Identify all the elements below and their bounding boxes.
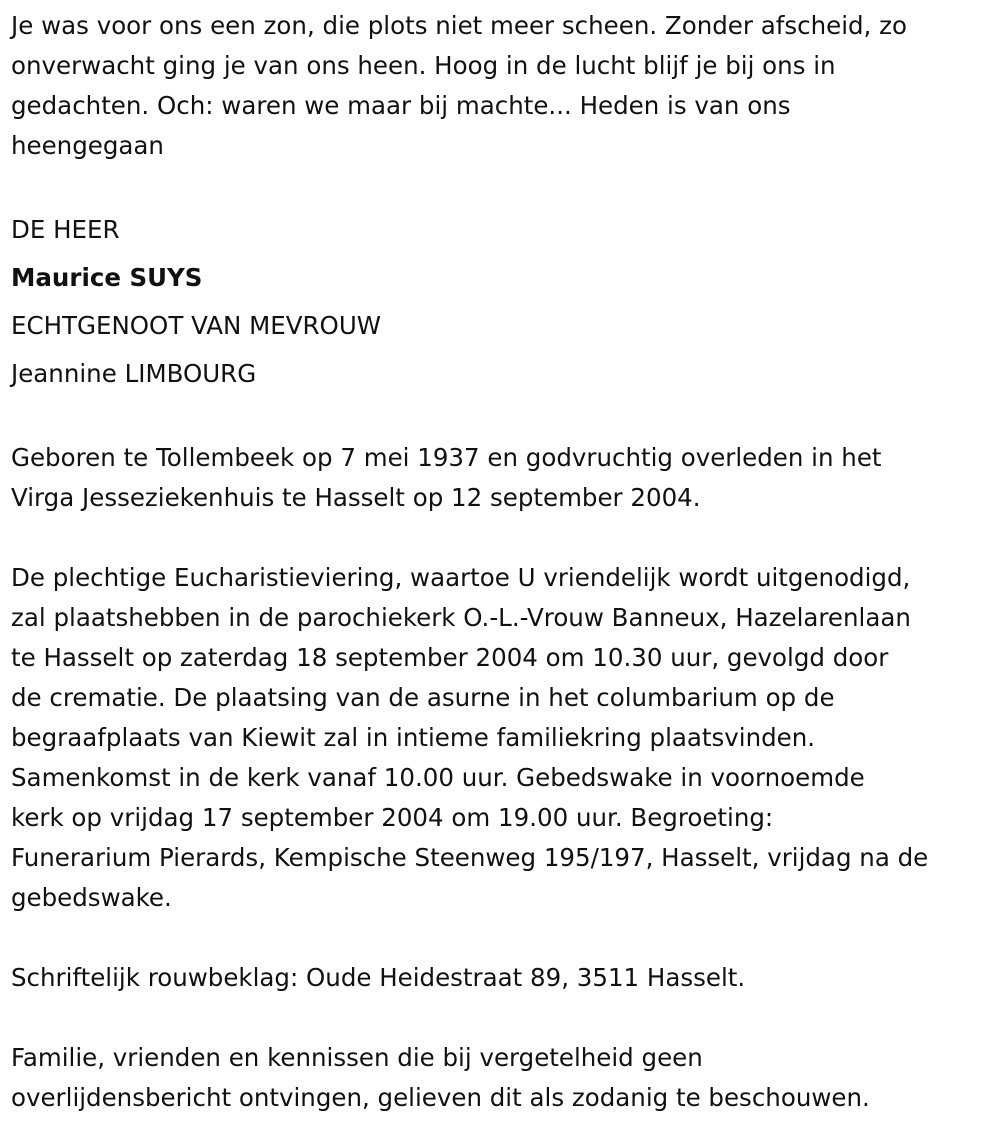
birth-death-paragraph [11,438,989,518]
poem-line: heengegaan [11,131,164,160]
ceremony-line: De plechtige Eucharistieviering, waartoe U vriendelijk wordt uitgenodigd, [11,563,911,592]
spacer [11,518,989,558]
birth-death-line: Geboren te Tollembeek op 7 mei 1937 en godvruchtig overleden in het [11,443,882,472]
ceremony-line: Funerarium Pierards, Kempische Steenweg 195/197, Hasselt, vrijdag na de [11,843,929,872]
ceremony-line: gebedswake. [11,883,172,912]
ceremony-line: te Hasselt op zaterdag 18 september 2004 om 10.30 uur, gevolgd door [11,643,889,672]
spacer [11,998,989,1038]
condolence-paragraph [11,958,989,998]
closing-paragraph [11,1038,989,1118]
poem-line: Je was voor ons een zon, die plots niet meer scheen. Zonder afscheid, zo [11,11,907,40]
closing-line: overlijdensbericht ontvingen, gelieven dit als zodanig te beschouwen. [11,1083,870,1112]
spouse-name: Jeannine LIMBOURG [11,359,257,388]
spacer [11,398,989,438]
poem-line: gedachten. Och: waren we maar bij machte... Heden is van ons [11,91,791,120]
ceremony-line: Samenkomst in de kerk vanaf 10.00 uur. Gebedswake in voornoemde [11,763,865,792]
ceremony-line: kerk op vrijdag 17 september 2004 om 19.00 uur. Begroeting: [11,803,774,832]
ceremony-line: zal plaatshebben in de parochiekerk O.-L.-Vrouw Banneux, Hazelarenlaan [11,603,911,632]
deceased-name: Maurice SUYS [11,263,203,292]
poem-line: onverwacht ging je van ons heen. Hoog in de lucht blijf je bij ons in [11,51,836,80]
ceremony-paragraph [11,558,989,918]
ceremony-line: de crematie. De plaatsing van de asurne in het columbarium op de [11,683,835,712]
spacer [11,918,989,958]
ceremony-line: begraafplaats van Kiewit zal in intieme familiekring plaatsvinden. [11,723,816,752]
condolence-line: Schriftelijk rouwbeklag: Oude Heidestraat 89, 3511 Hasselt. [11,963,746,992]
deceased-relation: ECHTGENOOT VAN MEVROUW [11,311,382,340]
birth-death-line: Virga Jesseziekenhuis te Hasselt op 12 september 2004. [11,483,701,512]
deceased-block [11,206,989,398]
deceased-title: DE HEER [11,215,120,244]
closing-line: Familie, vrienden en kennissen die bij vergetelheid geen [11,1043,703,1072]
spacer [11,166,989,206]
poem-paragraph [11,6,989,166]
